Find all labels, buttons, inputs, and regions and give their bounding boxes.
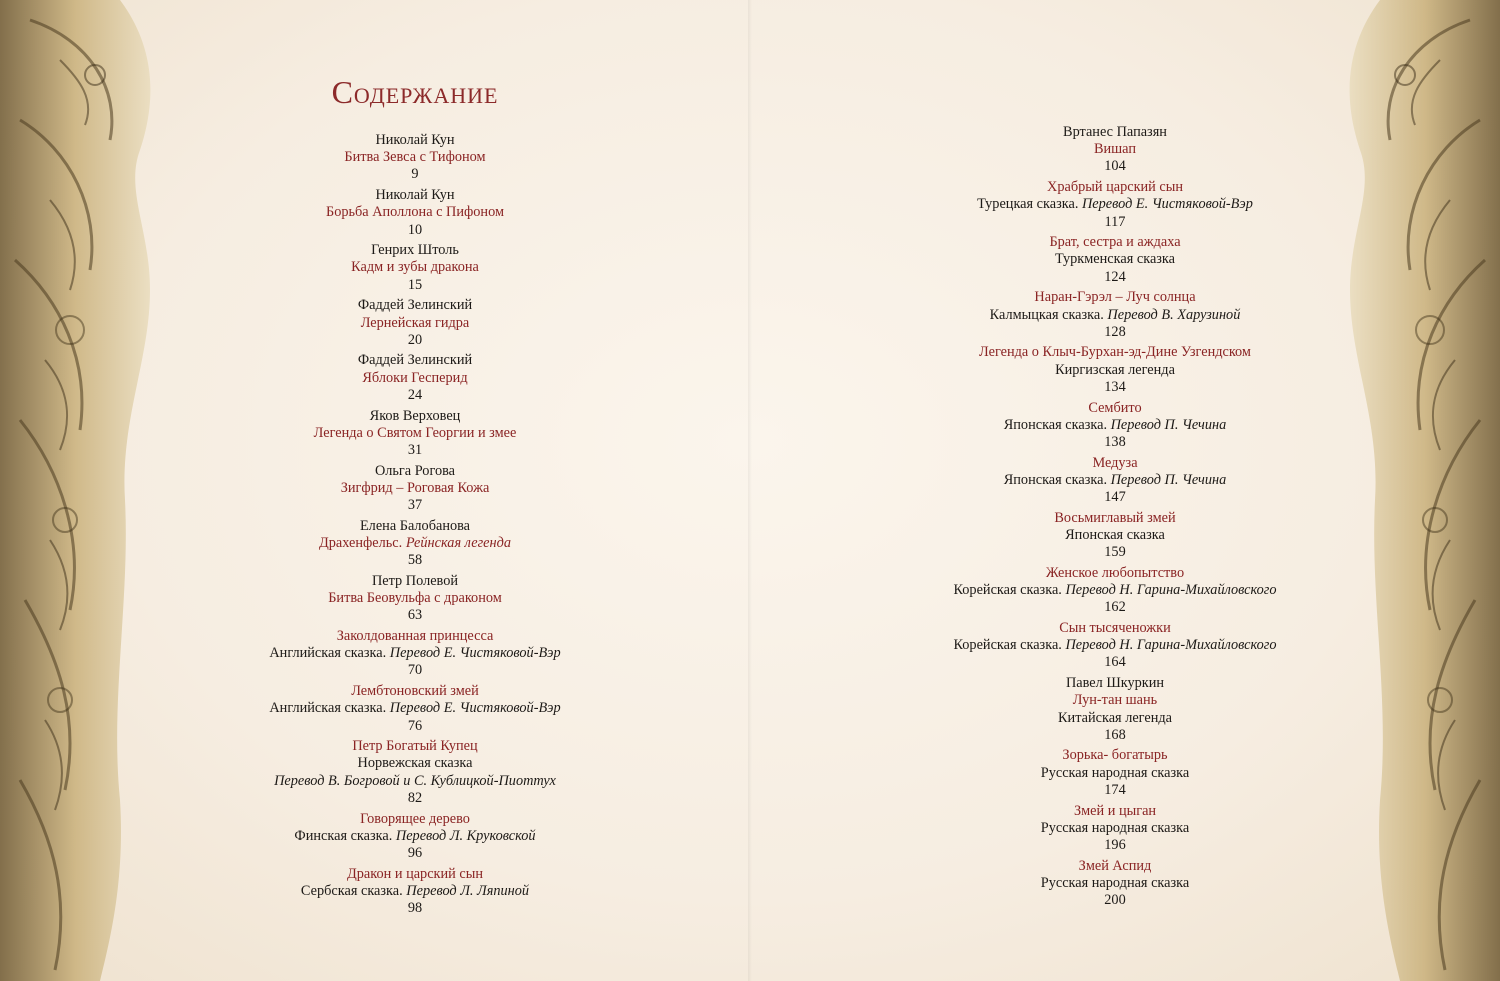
entry-story-title: Змей Аспид	[1078, 857, 1152, 874]
entry-origin: Русская народная сказка	[1040, 819, 1190, 836]
entry-origin: Норвежская сказка	[357, 755, 473, 772]
entry-story-title: Вишап	[1093, 141, 1136, 158]
entry-origin-text: Английская сказка.	[269, 645, 387, 662]
entry-story-title: Лернейская гидра	[360, 314, 470, 331]
entry-origin	[915, 637, 1315, 654]
entry-origin	[915, 196, 1315, 213]
entry-translator: Перевод Л. Ляпиной	[406, 882, 530, 899]
entry-origin-text: Корейская сказка.	[953, 582, 1062, 599]
entry-story-title: Зорька- богатырь	[1062, 747, 1168, 764]
entry-origin: Туркменская сказка	[1054, 251, 1176, 268]
entry-origin	[250, 828, 580, 845]
toc-entry[interactable]	[915, 344, 1315, 396]
toc-entry[interactable]	[915, 179, 1315, 231]
entry-story-title: Петр Богатый Купец	[352, 738, 478, 755]
entry-page-number: 82	[407, 789, 423, 806]
entry-origin: Русская народная сказка	[1040, 764, 1190, 781]
entry-author: Фаддей Зелинский	[357, 352, 473, 369]
entry-author: Ольга Рогова	[374, 462, 456, 479]
entry-story-title: Брат, сестра и аждаха	[1049, 234, 1181, 251]
entry-author: Павел Шкуркин	[1065, 675, 1165, 692]
entry-translator: Перевод Н. Гарина-Михайловского	[1065, 637, 1277, 654]
entry-page-number: 58	[407, 552, 423, 569]
entry-origin-text: Калмыцкая сказка.	[989, 306, 1104, 323]
toc-entry[interactable]	[250, 628, 580, 680]
entry-page-number: 138	[1104, 433, 1126, 450]
entry-translator: Перевод П. Чечина	[1110, 416, 1227, 433]
entry-story-title: Яблоки Гесперид	[362, 369, 468, 386]
toc-entry[interactable]	[250, 738, 580, 807]
entry-page-number: 10	[407, 221, 423, 238]
entry-page-number: 15	[407, 276, 423, 293]
entry-page-number: 63	[407, 607, 423, 624]
entry-page-number: 134	[1104, 378, 1126, 395]
toc-entry[interactable]	[250, 352, 580, 404]
entry-origin-text: Японская сказка.	[1003, 416, 1108, 433]
entry-translator: Перевод Е. Чистяковой-Вэр	[389, 645, 561, 662]
entry-origin: Русская народная сказка	[1040, 874, 1190, 891]
entry-story-title: Восьмиглавый змей	[1054, 509, 1176, 526]
toc-entry[interactable]	[915, 747, 1315, 799]
entry-author: Николай Кун	[375, 187, 455, 204]
entry-origin	[915, 307, 1315, 324]
toc-entry[interactable]	[250, 408, 580, 460]
entry-page-number: 124	[1104, 268, 1126, 285]
entry-page-number: 196	[1104, 836, 1126, 853]
entry-origin: Японская сказка	[1065, 526, 1165, 543]
entry-translator: Перевод В. Харузиной	[1107, 306, 1241, 323]
entry-origin-text: Английская сказка.	[269, 700, 387, 717]
entry-page-number: 162	[1104, 599, 1126, 616]
entry-story-title: Лембтоновский змей	[351, 683, 479, 700]
entry-origin-text: Японская сказка.	[1003, 471, 1108, 488]
contents-column-left	[250, 132, 580, 921]
entry-page-number: 70	[407, 662, 423, 679]
entry-page-number: 98	[407, 900, 423, 917]
toc-entry[interactable]	[915, 803, 1315, 855]
entry-origin	[250, 700, 580, 717]
dragon-ornament-right	[1330, 0, 1500, 981]
entry-origin-text: Корейская сказка.	[953, 637, 1062, 654]
toc-entry[interactable]	[250, 297, 580, 349]
entry-author: Николай Кун	[375, 132, 455, 148]
entry-translator: Перевод П. Чечина	[1110, 471, 1227, 488]
entry-story-title: Храбрый царский сын	[1047, 179, 1183, 196]
entry-story-title: Женское любопытство	[1045, 564, 1185, 581]
dragon-ornament-left	[0, 0, 170, 981]
entry-page-number: 117	[1104, 213, 1126, 230]
toc-entry[interactable]	[915, 858, 1315, 910]
entry-author: Вртанес Папазян	[1063, 124, 1167, 140]
entry-story-name: Драхенфельс.	[319, 534, 403, 551]
entry-author: Генрих Штоль	[371, 242, 459, 259]
entry-story-title: Наран-Гэрэл – Луч солнца	[1034, 289, 1196, 306]
entry-origin: Китайская легенда	[1058, 709, 1172, 726]
entry-translator: Перевод Л. Круковской	[395, 827, 536, 844]
entry-page-number: 159	[1104, 544, 1126, 561]
entry-story-title: Легенда о Клыч-Бурхан-эд-Дине Узгендском	[979, 344, 1251, 361]
entry-story-note: Рейнская легенда	[405, 534, 511, 551]
entry-story-title: Дракон и царский сын	[347, 865, 483, 882]
entry-page-number: 96	[407, 844, 423, 861]
entry-origin-text: Турецкая сказка.	[977, 196, 1079, 213]
entry-story-title: Сын тысяченожки	[1059, 619, 1171, 636]
entry-story-title: Заколдованная принцесса	[336, 627, 494, 644]
entry-translator: Перевод В. Богровой и С. Кублицкой-Пиоттух	[274, 772, 556, 789]
toc-entry[interactable]	[915, 455, 1315, 507]
entry-page-number: 168	[1104, 726, 1126, 743]
entry-translator: Перевод Н. Гарина-Михайловского	[1065, 582, 1277, 599]
toc-entry[interactable]	[250, 463, 580, 515]
toc-entry[interactable]	[915, 510, 1315, 562]
entry-page-number: 24	[407, 386, 423, 403]
entry-page-number: 104	[1104, 158, 1126, 175]
entry-origin	[250, 645, 580, 662]
entry-story-title: Зигфрид – Роговая Кожа	[340, 479, 490, 496]
toc-entry[interactable]	[915, 124, 1315, 176]
entry-page-number: 76	[407, 717, 423, 734]
entry-origin: Киргизская легенда	[1055, 361, 1175, 378]
entry-author: Петр Полевой	[371, 572, 459, 589]
entry-translator: Перевод Е. Чистяковой-Вэр	[1081, 196, 1253, 213]
entry-page-number: 200	[1104, 892, 1126, 909]
entry-story-title: Змей и цыган	[1073, 802, 1157, 819]
toc-entry[interactable]	[915, 565, 1315, 617]
contents-title: Содержание	[331, 74, 499, 110]
toc-entry[interactable]	[915, 289, 1315, 341]
entry-page-number: 164	[1104, 654, 1126, 671]
toc-entry[interactable]	[250, 132, 580, 184]
entry-story-title: Битва Зевса с Тифоном	[344, 149, 486, 166]
entry-story-title: Легенда о Святом Георгии и змее	[313, 424, 517, 441]
toc-entry[interactable]	[250, 573, 580, 625]
entry-author: Фаддей Зелинский	[357, 297, 473, 314]
entry-author: Елена Балобанова	[359, 517, 471, 534]
toc-entry[interactable]	[250, 518, 580, 570]
entry-page-number: 174	[1104, 781, 1126, 798]
entry-translator: Перевод Е. Чистяковой-Вэр	[389, 700, 561, 717]
entry-story-title: Сембито	[1088, 399, 1142, 416]
entry-page-number: 31	[407, 441, 423, 458]
entry-story-title: Лун-тан шань	[1072, 692, 1158, 709]
book-gutter	[748, 0, 752, 981]
entry-page-number: 128	[1104, 323, 1126, 340]
toc-entry[interactable]	[250, 811, 580, 863]
entry-origin	[250, 883, 580, 900]
entry-page-number: 147	[1104, 489, 1126, 506]
toc-entry[interactable]	[250, 242, 580, 294]
entry-origin-text: Финская сказка.	[294, 827, 393, 844]
entry-story-title: Борьба Аполлона с Пифоном	[325, 204, 505, 221]
toc-entry[interactable]	[915, 675, 1315, 744]
toc-entry[interactable]	[250, 187, 580, 239]
toc-entry[interactable]	[250, 866, 580, 918]
entry-origin	[915, 417, 1315, 434]
entry-story-title	[250, 535, 580, 552]
entry-page-number: 9	[411, 166, 419, 183]
entry-story-title: Говорящее дерево	[360, 810, 470, 827]
contents-column-right	[915, 124, 1315, 913]
entry-origin	[915, 472, 1315, 489]
entry-origin	[915, 582, 1315, 599]
toc-entry[interactable]	[915, 620, 1315, 672]
toc-entry[interactable]	[915, 234, 1315, 286]
entry-page-number: 37	[407, 497, 423, 514]
toc-entry[interactable]	[915, 400, 1315, 452]
entry-author: Яков Верховец	[369, 407, 461, 424]
entry-story-title: Медуза	[1092, 454, 1138, 471]
entry-story-title: Кадм и зубы дракона	[351, 259, 479, 276]
toc-entry[interactable]	[250, 683, 580, 735]
entry-origin-text: Сербская сказка.	[300, 882, 403, 899]
entry-story-title: Битва Беовульфа с драконом	[328, 590, 502, 607]
entry-page-number: 20	[407, 331, 423, 348]
